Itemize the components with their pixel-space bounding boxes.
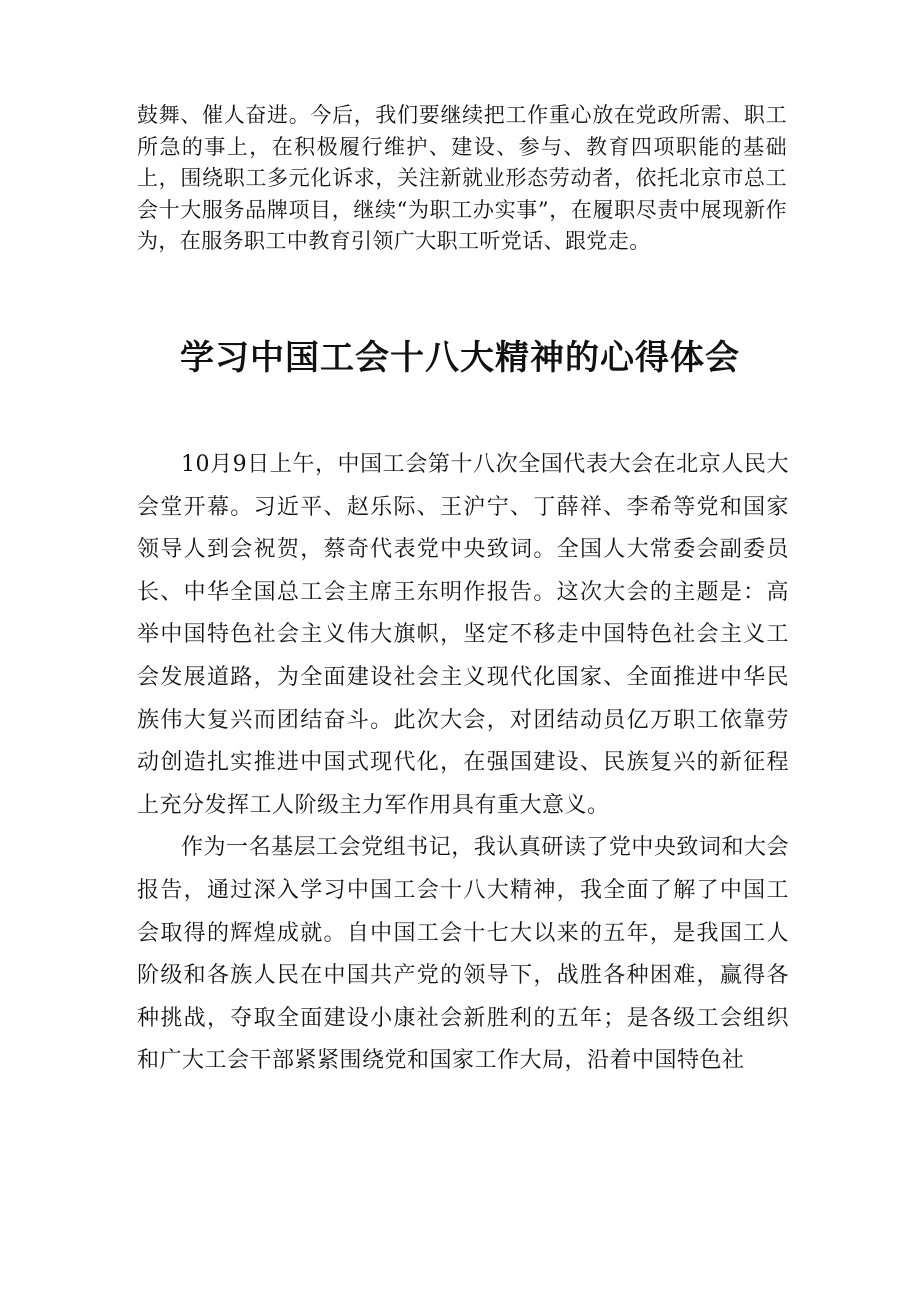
article-body: [137, 444, 789, 1083]
page-title: 学习中国工会十八大精神的心得体会: [180, 338, 740, 378]
previous-paragraph: 鼓舞、催人奋进。今后，我们要继续把工作重心放在党政所需、职工所急的事上，在积极履行维护、建设、参与、教育四项职能的基础上，围绕职工多元化诉求，关注新就业形态劳动者，依托北京市总工会十大服务品牌项目，继续“为职工办实事”，在履职尽责中展现新作为，在服务职工中教育引领广大职工听党话、跟党走。: [137, 103, 787, 253]
paragraph-1: 10月9日上午，中国工会第十八次全国代表大会在北京人民大会堂开幕。习近平、赵乐际、王沪宁、丁薛祥、李希等党和国家领导人到会祝贺，蔡奇代表党中央致词。全国人大常委会副委员长、中华全国总工会主席王东明作报告。这次大会的主题是：高举中国特色社会主义伟大旗帜，坚定不移走中国特色社会主义工会发展道路，为全面建设社会主义现代化国家、全面推进中华民族伟大复兴而团结奋斗。此次大会，对团结动员亿万职工依靠劳动创造扎实推进中国式现代化，在强国建设、民族复兴的新征程上充分发挥工人阶级主力军作用具有重大意义。: [137, 452, 789, 818]
paragraph-2: 作为一名基层工会党组书记，我认真研读了党中央致词和大会报告，通过深入学习中国工会十八大精神，我全面了解了中国工会取得的辉煌成就。自中国工会十七大以来的五年，是我国工人阶级和各族人民在中国共产党的领导下，战胜各种困难，赢得各种挑战，夺取全面建设小康社会新胜利的五年；是各级工会组织和广大工会干部紧紧围绕党和国家工作大局，沿着中国特色社: [137, 835, 789, 1074]
